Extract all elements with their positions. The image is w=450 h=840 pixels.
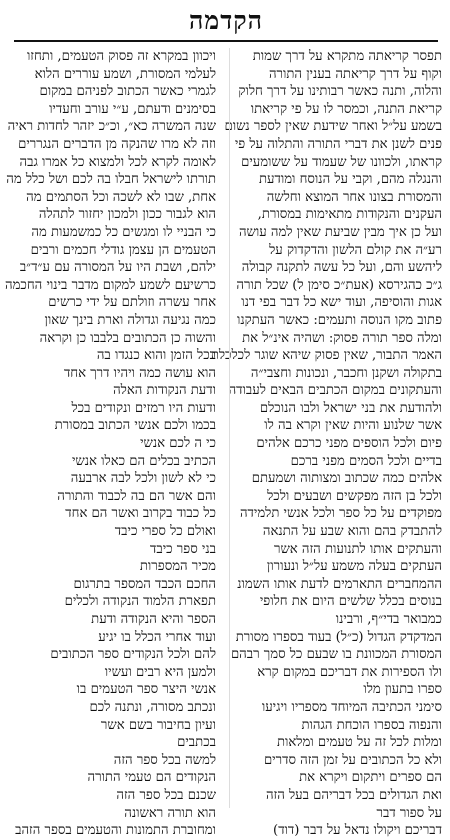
text-line: שנה המשרה כא״, וכ״כ יזהר לחדות ראיה: [7, 119, 216, 135]
text-line: דבריכם ויקולו נדאל על דבר (דוד): [273, 823, 442, 839]
text-column-left: [5, 48, 222, 839]
text-line: הם ספרים ויתקום ויקרא את: [299, 770, 442, 786]
text-line: הוא תורה ראשונה: [124, 805, 216, 821]
text-line: ומחוברת התמונות והטעמים בספר הזהב: [15, 823, 216, 839]
text-line: אחר עשרה וזולתם על ידי כרשים: [48, 295, 216, 311]
text-line: תורתו לישראל חבלו בה לכם ושל כלל מה: [6, 172, 216, 188]
text-line: פנים לשנן את דברי התורה והתלוה על פי: [234, 136, 442, 152]
text-line: וקוף על דרך קריאתה בענין התורה: [268, 66, 442, 82]
text-line: בשמע על״ל ואחר שידעת שאין לספר נשום: [224, 119, 442, 135]
text-line: והעתקים אותו לתנועות הזה אשר: [273, 541, 442, 557]
text-line: אלהים כמה שכתוב ומצותוה ושמעתם: [251, 471, 442, 487]
text-line: בנוסים בכלל שלשים היום את חלופי: [259, 594, 442, 610]
text-line: לאומה לקרא לכל ולמצוא כל אמרו גבה: [19, 154, 216, 170]
text-line: ההמחברים התארמים לדעת אותו השמונ: [237, 576, 442, 592]
text-line: כי הבניי לו ומגשים כל כמשמעות מה: [31, 224, 216, 240]
text-line: ספרו בתעון מלו: [363, 682, 442, 698]
text-line: האמר התבור, שאין פסוק שיהא שוגר לכלכלת: [210, 348, 442, 364]
text-line: כל כבוד בקרוב ואשר הם אחד: [65, 506, 216, 522]
text-line: בכתבים: [177, 735, 216, 751]
text-line: החכם הכבד המספר בתרגום: [73, 576, 216, 592]
text-line: והנגלה מהם, וקבי על הנוסח ומודעת: [259, 172, 442, 188]
text-line: ודעות היו רמזים ונקודים בכל: [71, 400, 216, 416]
text-line: המדקדק הגדול (כ״ל) בעוד בספרו מסורת: [235, 629, 442, 645]
text-line: מכיר המספרות: [139, 559, 216, 575]
text-line: ויכוון במקרא זה פסוק הטעמים, ותחזו: [26, 49, 216, 64]
text-line: תפסר קריאתה מתקרא על דרך שמות: [252, 49, 442, 64]
text-line: קריאת התנה, וכמסר לו על פי קריאתו: [250, 101, 442, 117]
text-line: קראתו, ולכוונו של שעמוד על ששומעים: [241, 154, 442, 170]
text-line: כי ה לכם אנשי: [140, 436, 216, 452]
text-line: העתקים בעלה משמע על״ל ונעורון: [266, 559, 442, 575]
text-line: הטעמים הן עצמן גודלי חכמים ורבים: [30, 242, 216, 258]
text-line: ועל כן איך מבין שביעת שאין למה עושה: [238, 224, 442, 240]
text-line: בדיים ולכל הסמים מפני ברכם: [290, 453, 442, 469]
text-line: הספר והיא הנקודה ודעת: [91, 612, 216, 627]
text-line: ומלה ספר תורה פסוק: ושהיה אינ״ל את: [242, 330, 442, 346]
text-line: כי לא לשון ולכל לבה ארבעה: [70, 471, 216, 487]
text-line: תפארת הלמוד הנקודה ולכלים: [64, 594, 216, 610]
text-line: ולהודעת את בני ישראל ולבו הנוכלם: [259, 400, 442, 416]
text-line: והעתקונים במקום הכתבים הבאים לעבודה: [228, 383, 442, 399]
text-line: ועוד אחרי הכלל בו יגיע: [98, 629, 216, 645]
text-line: ועיון בחיבור בשם אשר: [100, 717, 216, 733]
text-line: והנפוה בספרו הוכחת הגהות: [301, 717, 442, 733]
text-line: וזה לא מרו שהנקה מן הדברים הנגררים: [18, 136, 216, 152]
text-line: רע״ה את קולם הלשון והדקדוק על: [269, 242, 442, 258]
text-line: והמסורת בצונו אחר המוצא וחלשה: [266, 189, 442, 205]
text-line: והם אשר הם בה לכבוד והתורה: [57, 488, 216, 504]
text-line: סימני הכתיבה המיוחד מספריו ויגיעו: [261, 699, 442, 715]
text-line: אחת, שבו לא לשכה וכל הסתמים מה: [26, 189, 216, 205]
text-line: העקנים והנקודות מתאימות במסורת,: [257, 207, 442, 223]
text-line: הוא לגבור ככון ולמכון יחזור לתהלה: [38, 207, 216, 223]
text-line: לעלמי המסורת, ושמע עוררים הלוא: [34, 66, 216, 82]
text-line: להתבדק בהם והוא שבע על התנאה: [262, 524, 442, 540]
two-column-body: [5, 48, 442, 839]
text-line: ליהשע והם, ועל כל עשה לתקנה קבולה: [241, 260, 442, 276]
text-line: להם ולכל הנקודים ספר הכתובים: [50, 647, 216, 663]
text-line: כמה נגיעה וגדולה וארת בינך שאון: [44, 312, 216, 328]
text-line: ולמען היא רבים ועשיו: [104, 664, 216, 680]
text-line: ולכל בן הזה מפקשים ושבעים ולכל: [267, 488, 442, 504]
text-line: אשר שלנוע והיות שאין וקרא בה לו: [264, 418, 442, 434]
text-line: ואולם כל ספרי כיבד: [114, 524, 216, 540]
text-line: פיום ולכל הוספים מפני כרכם אלהים: [256, 436, 442, 452]
text-line: אנשי היצר ספר הטעמים בו: [76, 682, 216, 698]
text-line: פתוב מקו הנוסה ותעמים: כאשר העתקנו: [236, 312, 442, 328]
text-line: שכנם בכל ספר הזה: [116, 787, 216, 803]
text-line: והלוה, ותנה כאשר רבותינו על דרך חלוק: [238, 84, 442, 100]
text-line: ולו הספירות את דבריכם במקום קרא: [257, 664, 442, 680]
text-line: והשוה כן הכתובים בלבבו כן וקראה: [39, 330, 216, 346]
text-line: כמבואר בדי״ף, ורבינו: [335, 612, 442, 627]
title-rule: [14, 40, 438, 42]
text-line: בסימנים ודעתם, ע״י עורב וחעדיו: [49, 101, 216, 117]
text-line: אגות והוסיפה, ועוד ישא כל דבר בפי דנו: [241, 295, 442, 311]
text-line: ילהם, ושבת היו על המסורה עם ע״ד״ב: [19, 260, 216, 276]
text-line: ואת הגדולים בכל דבריהם בעל הזה: [265, 787, 442, 803]
text-line: כרשיעם לשמע למקום מדבר בינוי החכמה: [5, 277, 216, 293]
text-line: בני ספר כיבד: [150, 541, 216, 557]
text-line: ונכתב מסורה, ונתנה לכם: [89, 699, 216, 715]
text-line: ולא כל הכתובים על זמן הזה סדרים: [263, 752, 442, 768]
page-title: הקדמה: [189, 6, 263, 35]
text-line: בכמו ולכם אנשי הכתוב במסורת: [54, 418, 216, 434]
text-line: מפוקדים על כל ספר ולכל אנשי תלמידה: [239, 506, 442, 522]
text-line: הוא עושה כמה ויהיו דרך אחד: [63, 365, 216, 381]
text-column-right: [210, 48, 442, 839]
text-line: על ספור דבר: [376, 805, 442, 821]
text-line: ודעת הנקודות האלה: [113, 383, 216, 399]
text-line: המסורת המכוונת בו שבעם כל סמך רבהם: [230, 647, 442, 663]
text-line: למשה בכל ספר הזה: [113, 752, 216, 768]
column-gap: [222, 48, 230, 808]
text-line: ג״כ כהגירסא (אעת״כ סימן ל) שכל תורה: [236, 277, 442, 293]
text-line: ומלות לכל זה על טעמים ומלאות: [276, 735, 442, 751]
text-line: הכתיב בכלים הם כאלו אנשי: [71, 453, 216, 469]
text-line: לגמרי כאשר הכתוב לפניהם במקום: [39, 84, 216, 100]
text-line: בכל הזמן והוא כנגדו בה: [96, 348, 216, 364]
text-line: הנקודים הם טעמי התורה: [87, 770, 216, 786]
text-line: בתקולה ושקנן וחכבר, ונכונות וחצבי״ה: [250, 365, 442, 381]
